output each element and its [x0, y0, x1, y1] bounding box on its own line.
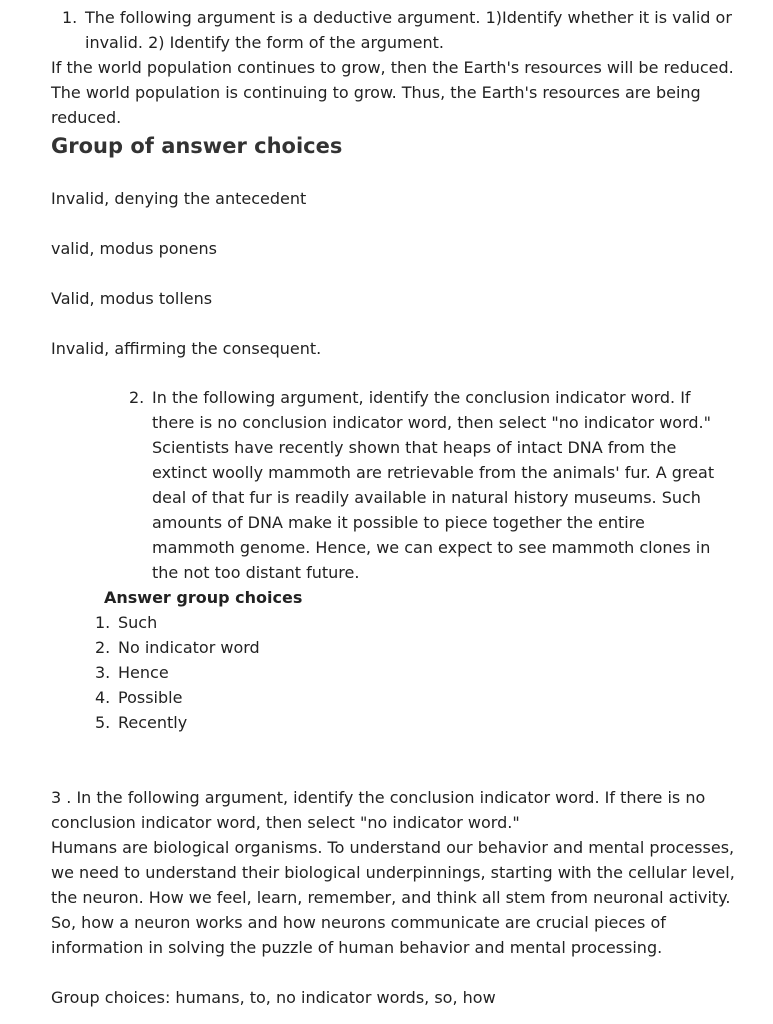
option-number: 2. — [95, 638, 111, 657]
option-label: Such — [118, 613, 158, 632]
option-label: Hence — [118, 663, 169, 682]
question-1-choice[interactable]: valid, modus ponens — [51, 239, 217, 258]
question-2-option[interactable] — [95, 710, 187, 735]
question-2-option[interactable] — [95, 685, 182, 710]
option-label: No indicator word — [118, 638, 260, 657]
option-number: 3. — [95, 663, 111, 682]
question-1-choice[interactable]: Invalid, affirming the consequent. — [51, 339, 322, 358]
question-2-option[interactable] — [95, 635, 260, 660]
question-2-prompt: In the following argument, identify the conclusion indicator word. If there is no conclusion indicator word, then select "no indicator word." Scientists have recently shown that heaps of intact DNA from the extinct woolly mammoth are retrievable from the animals' fur. A great deal of that fur is readily available in natural history museums. Such amounts of DNA make it possible to piece together the entire mammoth genome. Hence, we can expect to see mammoth clones in the not too distant future. — [152, 388, 715, 582]
option-label: Recently — [118, 713, 188, 732]
option-number: 5. — [95, 713, 111, 732]
question-3-group-choices: Group choices: humans, to, no indicator words, so, how — [51, 988, 496, 1007]
question-1-prompt: The following argument is a deductive argument. 1)Identify whether it is valid or invalid. 2) Identify the form of the argument. — [85, 8, 732, 52]
question-2 — [129, 385, 731, 585]
option-number: 4. — [95, 688, 111, 707]
question-1-choices-heading: Group of answer choices — [51, 134, 343, 158]
question-2-number: 2. — [129, 388, 145, 407]
option-label: Possible — [118, 688, 183, 707]
option-number: 1. — [95, 613, 111, 632]
question-1 — [62, 5, 742, 55]
question-2-choices-heading: Answer group choices — [104, 588, 303, 607]
question-2-option[interactable] — [95, 660, 169, 685]
question-3-argument: Humans are biological organisms. To understand our behavior and mental processes, we need to understand their biological underpinnings, starting with the cellular level, the neuron. How we feel, learn, remember, and think all stem from neuronal activity. So, how a neuron works and how neurons communicate are crucial pieces of information in solving the puzzle of human behavior and mental processing. — [51, 838, 735, 957]
question-1-choice[interactable]: Invalid, denying the antecedent — [51, 189, 307, 208]
question-1-choice[interactable]: Valid, modus tollens — [51, 289, 213, 308]
question-1-argument: If the world population continues to grow, then the Earth's resources will be reduced. The world population is continuing to grow. Thus, the Earth's resources are being reduced. — [51, 58, 734, 127]
question-1-number: 1. — [62, 8, 78, 27]
question-2-option[interactable] — [95, 610, 157, 635]
question-3-prompt: 3 . In the following argument, identify the conclusion indicator word. If there is no conclusion indicator word, then select "no indicator word." — [51, 788, 706, 832]
